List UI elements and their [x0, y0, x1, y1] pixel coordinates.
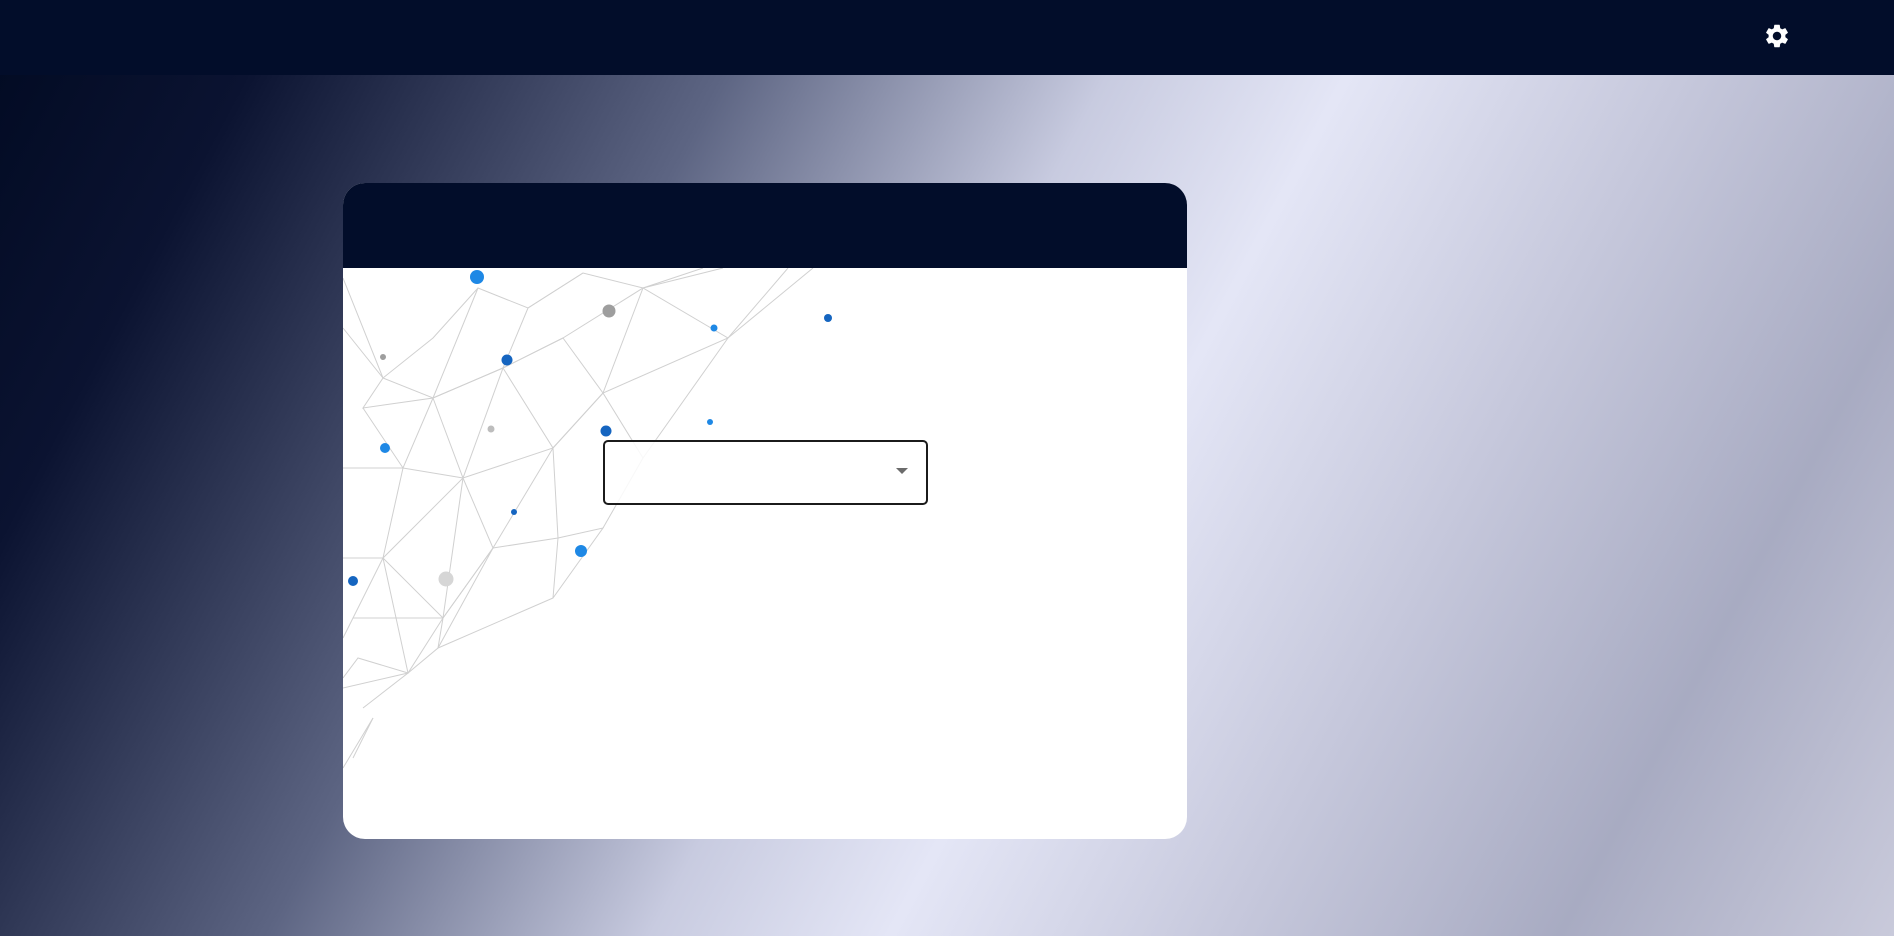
gear-icon[interactable]: [1763, 22, 1791, 50]
caret-down-icon[interactable]: [896, 468, 908, 474]
serial-number-card: [343, 183, 1187, 839]
chevron-left-icon[interactable]: [343, 669, 373, 705]
cabin-serial-select[interactable]: [603, 440, 928, 505]
top-navbar: [0, 0, 1894, 75]
card-header: [343, 183, 1187, 268]
network-background: [343, 268, 1187, 839]
